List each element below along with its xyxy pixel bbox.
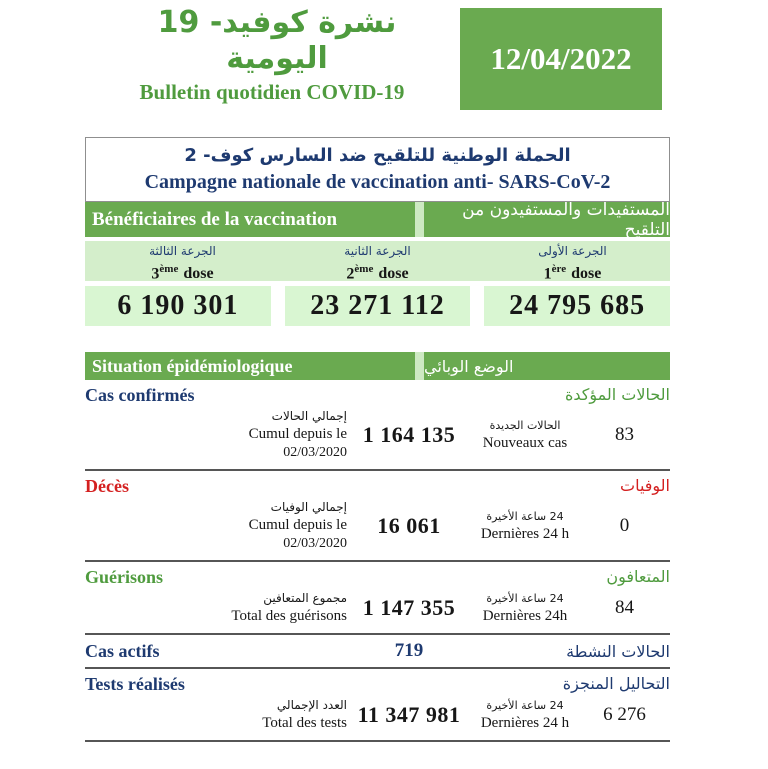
confirmed-new-value: 83 bbox=[615, 424, 634, 445]
tests-last24-label-arabic: 24 ساعة الأخيرة bbox=[486, 698, 564, 712]
deaths-cumulative-label bbox=[85, 499, 347, 553]
deaths-since-date: 02/03/2020 bbox=[283, 536, 347, 551]
dose-values-row bbox=[85, 286, 670, 326]
dose-2-label-arabic: الجرعة الثانية bbox=[344, 244, 411, 258]
tests-header bbox=[85, 672, 670, 696]
section-tests bbox=[85, 669, 670, 742]
tests-last24-value: 6 276 bbox=[603, 704, 646, 725]
deaths-last24-label bbox=[471, 509, 579, 544]
tests-total-label bbox=[85, 697, 347, 733]
section-active-cases bbox=[85, 635, 670, 669]
beneficiaries-label-french: Bénéficiaires de la vaccination bbox=[85, 202, 415, 237]
confirmed-cumulative-label-arabic: إجمالي الحالات bbox=[271, 409, 347, 423]
confirmed-new-label-arabic: الحالات الجديدة bbox=[489, 418, 561, 432]
recoveries-total-value: 1 147 355 bbox=[362, 595, 456, 620]
deaths-data-row bbox=[85, 498, 670, 556]
deaths-title-french: Décès bbox=[85, 476, 129, 496]
tests-title-arabic: التحاليل المنجزة bbox=[562, 674, 670, 693]
dose-labels-band bbox=[85, 241, 670, 281]
tests-title-french: Tests réalisés bbox=[85, 674, 185, 694]
deaths-header bbox=[85, 474, 670, 498]
active-title-french: Cas actifs bbox=[85, 640, 160, 661]
confirmed-new-label-french: Nouveaux cas bbox=[482, 434, 568, 451]
deaths-cumulative-label-french: Cumul depuis le bbox=[248, 517, 347, 533]
confirmed-since-date: 02/03/2020 bbox=[283, 445, 347, 460]
dose-3-value: 6 190 301 bbox=[85, 286, 271, 326]
bar-divider bbox=[415, 352, 424, 380]
recoveries-last24-label bbox=[471, 591, 579, 626]
confirmed-new-label bbox=[471, 418, 579, 453]
confirmed-data-row bbox=[85, 407, 670, 465]
confirmed-header bbox=[85, 383, 670, 407]
recoveries-total-label-french: Total des guérisons bbox=[231, 608, 347, 624]
dose-1-label-french: 1ère dose bbox=[543, 263, 602, 283]
beneficiaries-bar bbox=[85, 199, 670, 240]
recoveries-header bbox=[85, 565, 670, 589]
bulletin-header bbox=[0, 0, 768, 125]
dose-3-label-arabic: الجرعة الثالثة bbox=[149, 244, 216, 258]
bulletin-date: 12/04/2022 bbox=[460, 8, 662, 110]
recoveries-data-row bbox=[85, 589, 670, 629]
campaign-title-arabic: الحملة الوطنية للتلقيح ضد السارس كوف- 2 bbox=[184, 145, 571, 166]
dose-1-label-arabic: الجرعة الأولى bbox=[538, 244, 607, 258]
deaths-last24-label-french: Dernières 24 h bbox=[480, 525, 570, 542]
bulletin-title-arabic: نشرة كوفيد- 19 اليومية bbox=[157, 5, 397, 76]
confirmed-total-value: 1 164 135 bbox=[362, 422, 456, 447]
epidemiology-bar-french: Situation épidémiologique bbox=[85, 352, 415, 380]
epidemiology-bar-arabic: الوضع الوبائي bbox=[424, 352, 670, 380]
deaths-last24-value: 0 bbox=[619, 515, 630, 536]
dose-2-label-french: 2ème dose bbox=[346, 263, 409, 283]
active-cases-value: 719 bbox=[394, 640, 424, 661]
epidemiology-bar bbox=[85, 352, 670, 380]
confirmed-title-arabic: الحالات المؤكدة bbox=[564, 385, 670, 404]
deaths-last24-label-arabic: 24 ساعة الأخيرة bbox=[486, 509, 564, 523]
tests-total-label-french: Total des tests bbox=[262, 715, 347, 731]
bulletin-content bbox=[85, 137, 670, 742]
recoveries-total-label bbox=[85, 590, 347, 626]
dose-1-value: 24 795 685 bbox=[484, 286, 670, 326]
dose-2-label bbox=[280, 241, 475, 281]
tests-data-row bbox=[85, 696, 670, 736]
recoveries-title-french: Guérisons bbox=[85, 567, 164, 587]
confirmed-cumulative-label-french: Cumul depuis le bbox=[248, 426, 347, 442]
dose-3-label-french: 3ème dose bbox=[151, 263, 214, 283]
campaign-title-french: Campagne nationale de vaccination anti- SARS-CoV-2 bbox=[144, 171, 611, 193]
section-confirmed-cases bbox=[85, 380, 670, 471]
dose-1-label bbox=[475, 241, 670, 281]
section-recoveries bbox=[85, 562, 670, 635]
tests-last24-label-french: Dernières 24 h bbox=[480, 714, 570, 731]
confirmed-title-french: Cas confirmés bbox=[85, 385, 195, 405]
bulletin-title-french: Bulletin quotidien COVID-19 bbox=[139, 80, 405, 104]
tests-total-label-arabic: العدد الإجمالي bbox=[276, 698, 347, 712]
recoveries-last24-label-arabic: 24 ساعة الأخيرة bbox=[486, 591, 564, 605]
recoveries-last24-value: 84 bbox=[615, 597, 634, 618]
bar-divider bbox=[415, 202, 424, 237]
tests-total-value: 11 347 981 bbox=[357, 702, 461, 727]
recoveries-last24-label-french: Dernières 24h bbox=[482, 607, 568, 624]
recoveries-title-arabic: المتعافون bbox=[606, 567, 670, 586]
confirmed-cumulative-label bbox=[85, 408, 347, 462]
active-title-arabic: الحالات النشطة bbox=[566, 641, 670, 661]
vaccination-campaign-title bbox=[85, 137, 670, 202]
deaths-total-value: 16 061 bbox=[377, 513, 441, 538]
deaths-cumulative-label-arabic: إجمالي الوفيات bbox=[270, 500, 347, 514]
tests-last24-label bbox=[471, 698, 579, 733]
deaths-title-arabic: الوفيات bbox=[620, 476, 670, 495]
recoveries-total-label-arabic: مجموع المتعافين bbox=[263, 591, 347, 605]
section-deaths bbox=[85, 471, 670, 562]
beneficiaries-label-arabic: المستفيدات والمستفيدون من التلقيح bbox=[424, 202, 670, 237]
dose-2-value: 23 271 112 bbox=[285, 286, 471, 326]
dose-3-label bbox=[85, 241, 280, 281]
